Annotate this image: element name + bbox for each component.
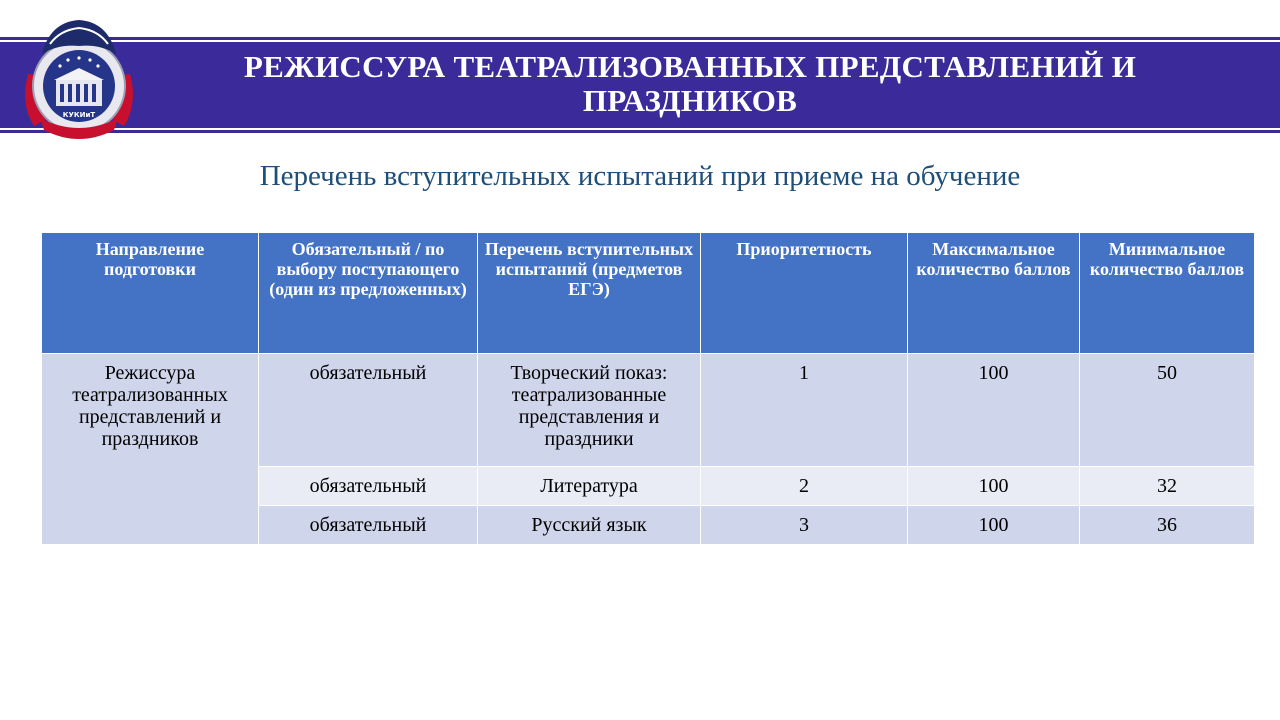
min-score-cell: 50 — [1080, 354, 1255, 467]
column-header: Максимальное количество баллов — [908, 233, 1080, 354]
priority-cell: 3 — [701, 506, 908, 545]
svg-text:КУКИиТ: КУКИиТ — [62, 111, 96, 119]
column-header: Обязательный / по выбору поступающего (один из предложенных) — [259, 233, 478, 354]
priority-cell: 2 — [701, 467, 908, 506]
page-title: РЕЖИССУРА ТЕАТРАЛИЗОВАННЫХ ПРЕДСТАВЛЕНИЙ И ПРАЗДНИКОВ — [243, 49, 1137, 118]
page-subtitle: Перечень вступительных испытаний при приеме на обучение — [259, 160, 1021, 192]
exam-cell: Русский язык — [478, 506, 701, 545]
exam-cell: Творческий показ: театрализованные представления и праздники — [478, 354, 701, 467]
table-header-row — [42, 233, 1255, 354]
column-header: Приоритетность — [701, 233, 908, 354]
max-score-cell: 100 — [908, 354, 1080, 467]
title-banner — [0, 40, 1280, 130]
max-score-cell: 100 — [908, 506, 1080, 545]
direction-cell: Режиссура театрализованных представлений и праздников — [42, 354, 259, 545]
requirement-cell: обязательный — [259, 506, 478, 545]
entrance-exams-table — [41, 232, 1255, 545]
exam-cell: Литература — [478, 467, 701, 506]
min-score-cell: 32 — [1080, 467, 1255, 506]
table-row — [42, 354, 1255, 467]
column-header: Направление подготовки — [42, 233, 259, 354]
requirement-cell: обязательный — [259, 354, 478, 467]
priority-cell: 1 — [701, 354, 908, 467]
requirement-cell: обязательный — [259, 467, 478, 506]
min-score-cell: 36 — [1080, 506, 1255, 545]
column-header: Перечень вступительных испытаний (предметов ЕГЭ) — [478, 233, 701, 354]
column-header: Минимальное количество баллов — [1080, 233, 1255, 354]
university-emblem-icon — [20, 14, 138, 144]
max-score-cell: 100 — [908, 467, 1080, 506]
